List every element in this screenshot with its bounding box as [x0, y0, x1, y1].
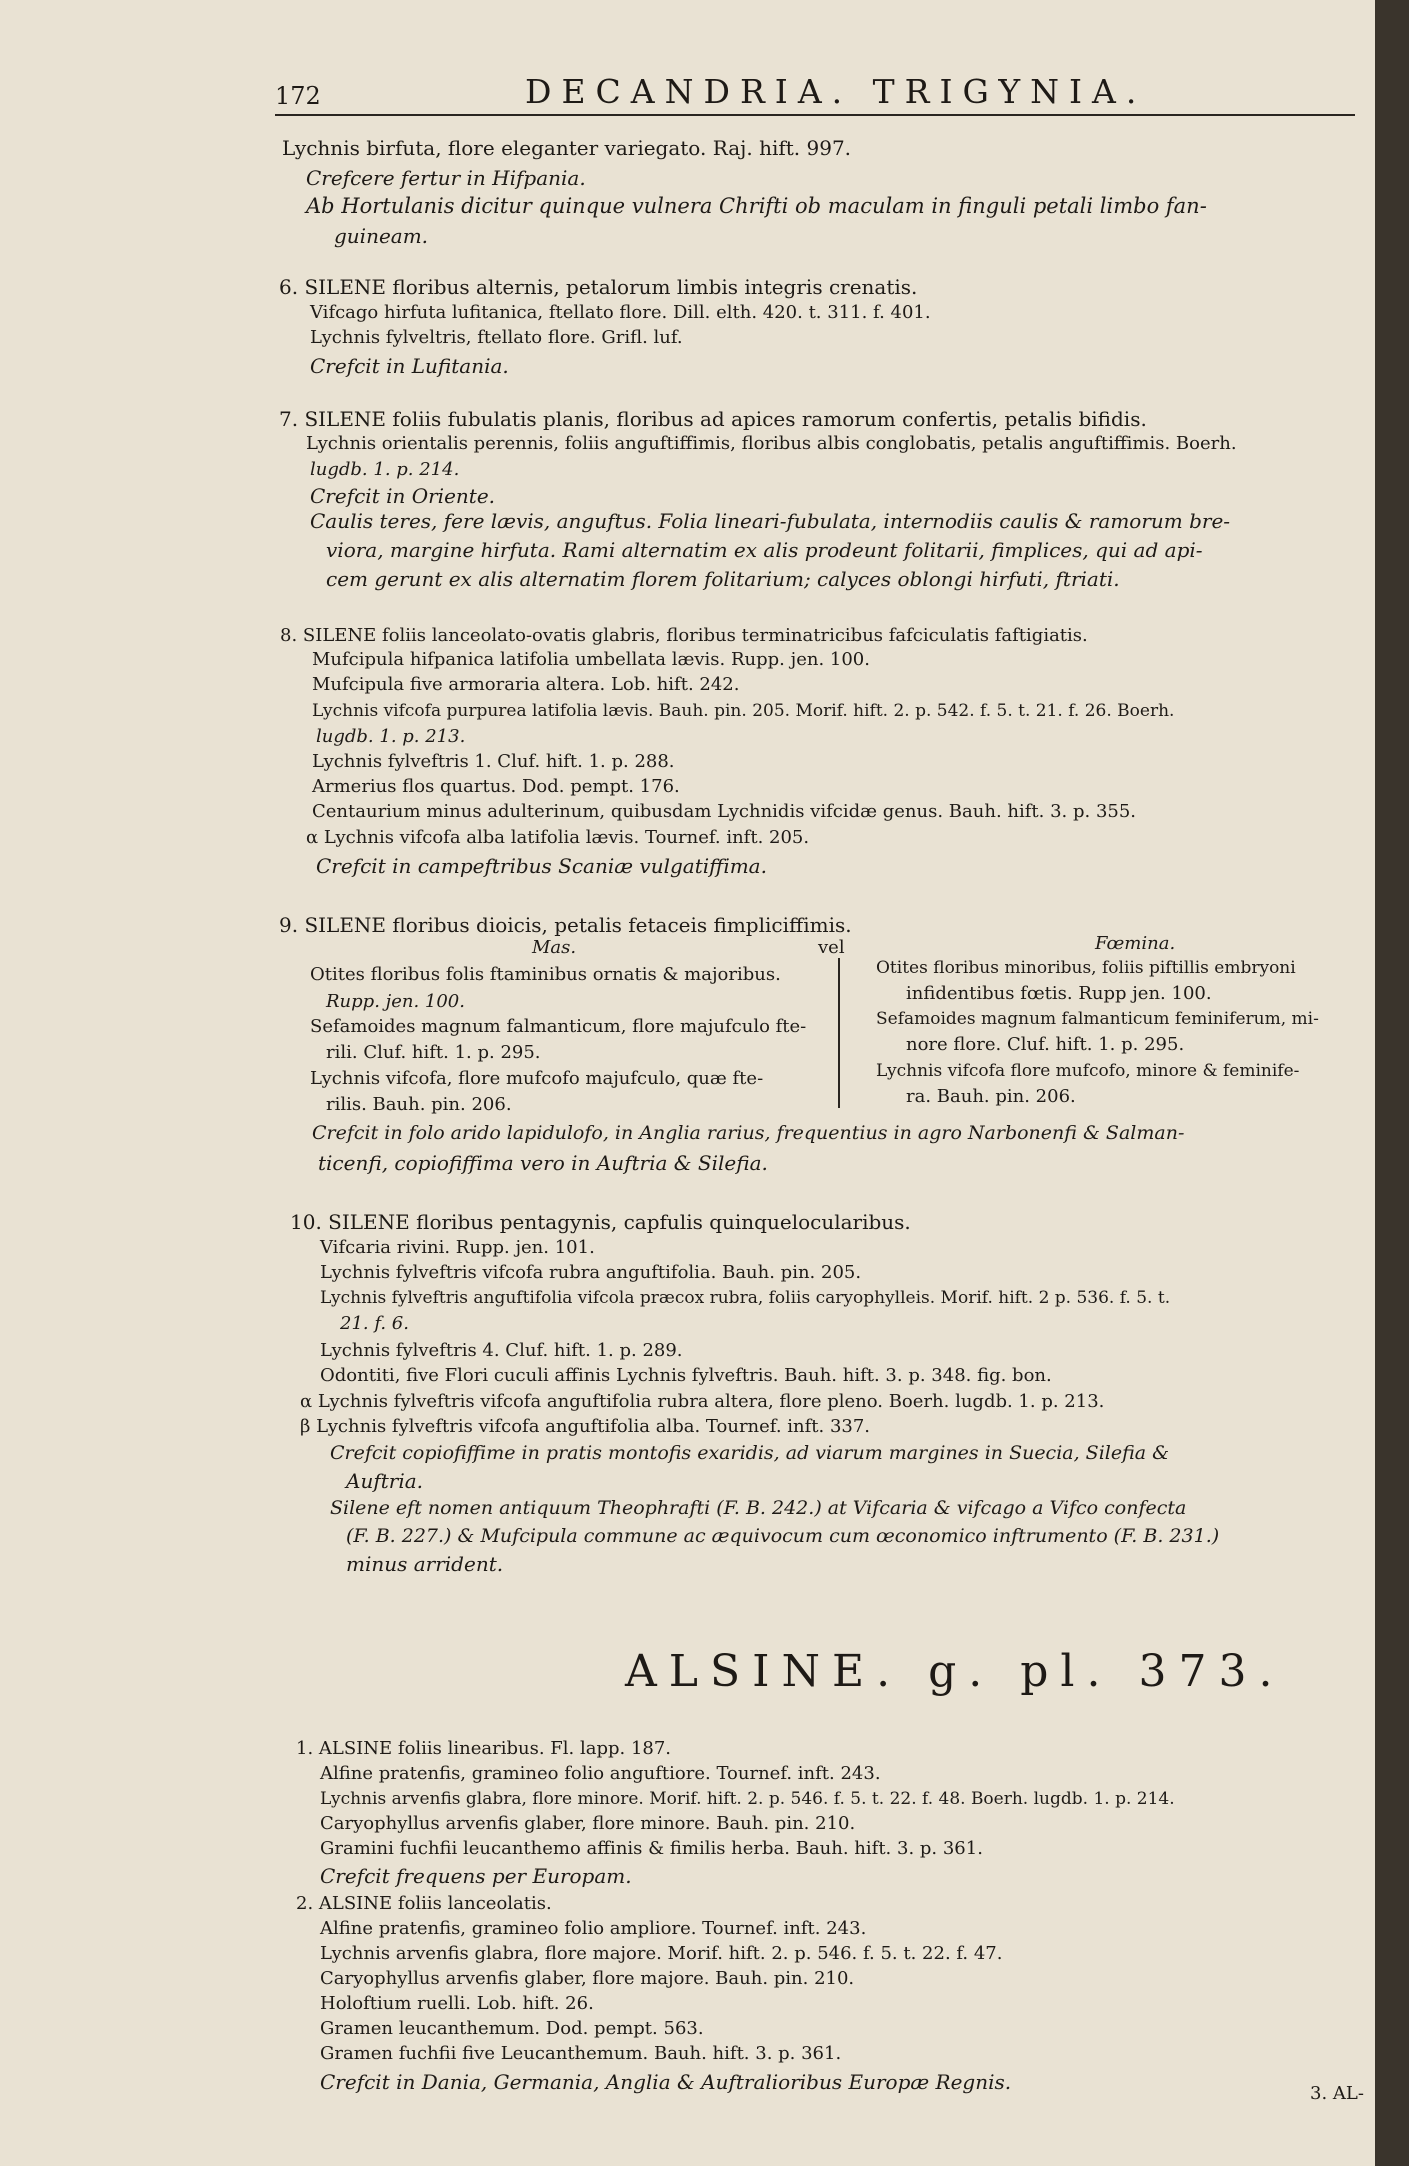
synonym-line: Centaurium minus adulterinum, quibusdam Lychnidis vifcidæ genus. Bauh. hift. 3. p. 355.	[312, 801, 1137, 822]
synonym-line: Lychnis arvenfis glabra, flore majore. Morif. hift. 2. p. 546. f. 5. t. 22. f. 47.	[320, 1943, 1003, 1964]
synonym-line: Alfine pratenfis, gramineo folio anguftiore. Tournef. inft. 243.	[320, 1763, 881, 1784]
habitat-line: Crefcit in Oriente.	[310, 484, 496, 508]
species-heading: 1. ALSINE foliis linearibus. Fl. lapp. 187.	[296, 1738, 672, 1759]
mas-line: Sefamoides magnum falmanticum, flore majufculo fte-	[310, 1016, 807, 1037]
habitat-line: Crefcere fertur in Hifpania.	[306, 166, 586, 190]
page-number: 172	[275, 82, 321, 110]
synonym-line: Armerius flos quartus. Dod. pempt. 176.	[312, 776, 680, 797]
synonym-line: Lychnis orientalis perennis, foliis anguftiffimis, floribus albis conglobatis, petalis anguftiffimis. Boerh.	[306, 433, 1237, 454]
habitat-line: Crefcit copiofiffime in pratis montofis exaridis, ad viarum margines in Suecia, Silefia &	[330, 1442, 1170, 1464]
description-line: viora, margine hirfuta. Rami alternatim ex alis prodeunt folitarii, fimplices, qui ad api-	[326, 538, 1203, 562]
synonym-line: Lychnis fylveftris 4. Cluf. hift. 1. p. 289.	[320, 1340, 683, 1361]
habitat-line: Crefcit in campeftribus Scaniæ vulgatiffima.	[316, 854, 767, 878]
synonym-line: Holoftium ruelli. Lob. hift. 26.	[320, 1993, 594, 2014]
synonym-line: Mufcipula five armoraria altera. Lob. hift. 242.	[312, 674, 740, 695]
mas-line: Lychnis vifcofa, flore mufcofo majufculo, quæ fte-	[310, 1068, 764, 1089]
synonym-line: Caryophyllus arvenfis glaber, flore majore. Bauh. pin. 210.	[320, 1968, 855, 1989]
note-line: (F. B. 227.) & Mufcipula commune ac æquivocum cum œconomico inftrumento (F. B. 231.)	[346, 1525, 1220, 1547]
text-line: Lychnis birfuta, flore eleganter variegato. Raj. hift. 997.	[282, 136, 852, 160]
foemina-line: Otites floribus minoribus, foliis piftillis embryoni	[876, 958, 1296, 978]
foemina-line: nore flore. Cluf. hift. 1. p. 295.	[906, 1034, 1185, 1055]
habitat-line: Crefcit in Dania, Germania, Anglia & Auftralioribus Europæ Regnis.	[320, 2070, 1012, 2094]
genus-title: ALSINE. g. pl. 373.	[625, 1646, 1285, 1697]
synonym-line: Lychnis fylveftris 1. Cluf. hift. 1. p. 288.	[312, 751, 675, 772]
variety-line: α Lychnis fylveftris vifcofa anguftifolia rubra altera, flore pleno. Boerh. lugdb. 1. p. 213.	[300, 1391, 1105, 1412]
foemina-line: infidentibus fœtis. Rupp jen. 100.	[906, 983, 1212, 1004]
synonym-line: Vifcago hirfuta lufitanica, ftellato flore. Dill. elth. 420. t. 311. f. 401.	[310, 302, 931, 323]
synonym-line: Odontiti, five Flori cuculi affinis Lychnis fylveftris. Bauh. hift. 3. p. 348. fig. bon.	[320, 1365, 1052, 1386]
note-line: Ab Hortulanis dicitur quinque vulnera Chrifti ob maculam in finguli petali limbo fan-	[306, 194, 1207, 218]
synonym-line: Lychnis fylveftris anguftifolia vifcola præcox rubra, foliis caryophylleis. Morif. hift. 2 p. 536. f. 5. t.	[320, 1288, 1171, 1308]
mas-line: Rupp. jen. 100.	[326, 991, 465, 1012]
species-heading: 7. SILENE foliis fubulatis planis, floribus ad apices ramorum confertis, petalis bifidis.	[279, 407, 1147, 431]
description-line: cem gerunt ex alis alternatim florem folitarium; calyces oblongi hirfuti, ftriati.	[326, 567, 1120, 591]
column-heading-foemina: Fœmina.	[1095, 933, 1176, 954]
note-line: minus arrident.	[346, 1552, 504, 1576]
foemina-line: Lychnis vifcofa flore mufcofo, minore & feminife-	[876, 1061, 1300, 1081]
species-heading: 8. SILENE foliis lanceolato-ovatis glabris, floribus terminatricibus fafciculatis faftigiatis.	[280, 625, 1088, 646]
habitat-line: ticenfi, copiofiffima vero in Auftria & Silefia.	[318, 1151, 768, 1175]
species-heading: 2. ALSINE foliis lanceolatis.	[296, 1893, 552, 1914]
synonym-line: lugdb. 1. p. 213.	[316, 726, 466, 747]
description-line: Caulis teres, fere lævis, anguftus. Folia lineari-fubulata, internodiis caulis & ramorum bre-	[310, 509, 1231, 533]
note-line: guineam.	[334, 224, 429, 248]
mas-line: rilis. Bauh. pin. 206.	[326, 1094, 512, 1115]
column-divider	[838, 958, 840, 1108]
foemina-line: Sefamoides magnum falmanticum feminiferum, mi-	[876, 1009, 1319, 1029]
habitat-line: Crefcit frequens per Europam.	[320, 1864, 632, 1888]
synonym-line: Gramen leucanthemum. Dod. pempt. 563.	[320, 2018, 704, 2039]
synonym-line: Gramen fuchfii five Leucanthemum. Bauh. hift. 3. p. 361.	[320, 2043, 842, 2064]
foemina-line: ra. Bauh. pin. 206.	[906, 1086, 1076, 1107]
variety-line: β Lychnis fylveftris vifcofa anguftifolia alba. Tournef. inft. 337.	[300, 1416, 871, 1437]
species-heading: 6. SILENE floribus alternis, petalorum limbis integris crenatis.	[279, 275, 918, 299]
synonym-line: lugdb. 1. p. 214.	[310, 459, 460, 480]
synonym-line: Gramini fuchfii leucanthemo affinis & fimilis herba. Bauh. hift. 3. p. 361.	[320, 1838, 983, 1859]
synonym-line: 21. f. 6.	[340, 1313, 409, 1334]
habitat-line: Crefcit in Lufitania.	[310, 354, 509, 378]
column-heading-mas: Mas.	[532, 937, 577, 958]
mas-line: rili. Cluf. hift. 1. p. 295.	[326, 1042, 541, 1063]
note-line: Silene eft nomen antiquum Theophrafti (F. B. 242.) at Vifcaria & vifcago a Vifco confecta	[330, 1497, 1187, 1519]
header-rule	[275, 114, 1355, 116]
synonym-line: Mufcipula hifpanica latifolia umbellata lævis. Rupp. jen. 100.	[312, 649, 870, 670]
mas-line: Otites floribus folis ftaminibus ornatis & majoribus.	[310, 964, 781, 985]
running-title: DECANDRIA. TRIGYNIA.	[525, 72, 1147, 111]
habitat-line: Auftria.	[346, 1469, 424, 1493]
habitat-line: Crefcit in folo arido lapidulofo, in Anglia rarius, frequentius in agro Narbonenfi & Salman-	[312, 1122, 1185, 1144]
variety-line: α Lychnis vifcofa alba latifolia lævis. Tournef. inft. 205.	[306, 827, 810, 848]
catchword: 3. AL-	[1310, 2083, 1364, 2104]
column-vel: vel	[818, 937, 845, 958]
synonym-line: Lychnis arvenfis glabra, flore minore. Morif. hift. 2. p. 546. f. 5. t. 22. f. 48. Boerh. lugdb. 1. p. 214.	[320, 1789, 1175, 1809]
synonym-line: Caryophyllus arvenfis glaber, flore minore. Bauh. pin. 210.	[320, 1813, 856, 1834]
synonym-line: Alfine pratenfis, gramineo folio ampliore. Tournef. inft. 243.	[320, 1918, 867, 1939]
synonym-line: Lychnis fylveftris vifcofa rubra anguftifolia. Bauh. pin. 205.	[320, 1262, 862, 1283]
species-heading: 9. SILENE floribus dioicis, petalis fetaceis fimpliciffimis.	[279, 913, 852, 937]
synonym-line: Lychnis vifcofa purpurea latifolia lævis. Bauh. pin. 205. Morif. hift. 2. p. 542. f. 5. t. 21. f. 26. Boerh.	[312, 701, 1175, 721]
synonym-line: Vifcaria rivini. Rupp. jen. 101.	[320, 1237, 595, 1258]
page-edge	[1375, 0, 1409, 2166]
species-heading: 10. SILENE floribus pentagynis, capfulis quinquelocularibus.	[290, 1210, 911, 1234]
synonym-line: Lychnis fylveltris, ftellato flore. Grifl. luf.	[310, 327, 683, 348]
